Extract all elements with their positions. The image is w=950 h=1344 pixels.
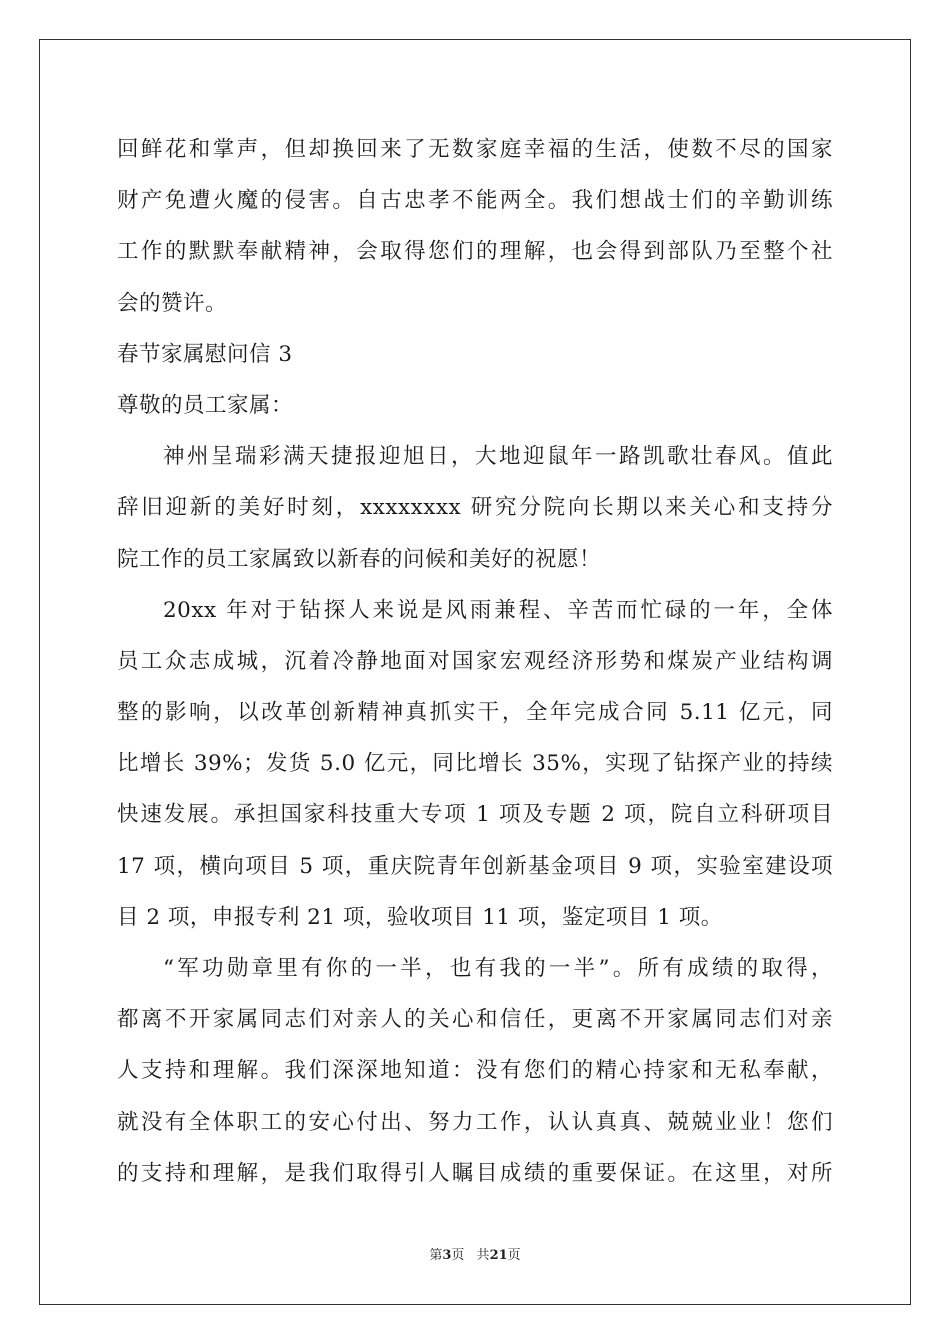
text-line: 的支持和理解，是我们取得引人瞩目成绩的重要保证。在这里，对所 [117,1160,833,1186]
page-number: 第3页 [429,1248,465,1263]
text-line: 人支持和理解。我们深深地知道：没有您们的精心持家和无私奉献， [117,1058,833,1084]
page-total: 共21页 [476,1248,521,1263]
text-line: 17 项，横向项目 5 项，重庆院青年创新基金项目 9 项，实验室建设项 [117,853,833,879]
text-line: 比增长 39%；发货 5.0 亿元，同比增长 35%，实现了钻探产业的持续 [117,751,833,777]
text-line: 工作的默默奉献精神，会取得您们的理解，也会得到部队乃至整个社 [117,239,833,265]
document-body [117,124,833,1199]
text-line: 尊敬的员工家属： [117,392,294,418]
text-line: 快速发展。承担国家科技重大专项 1 项及专题 2 项，院自立科研项目 [117,802,833,828]
text-line: 都离不开家属同志们对亲人的关心和信任，更离不开家属同志们对亲 [117,1007,833,1033]
text-line: 神州呈瑞彩满天捷报迎旭日，大地迎鼠年一路凯歌壮春风。值此 [163,444,833,470]
text-line: “军功勋章里有你的一半，也有我的一半”。所有成绩的取得， [163,956,833,981]
text-line: 就没有全体职工的安心付出、努力工作，认认真真、兢兢业业！您们 [117,1109,833,1135]
text-line: 整的影响，以改革创新精神真抓实干，全年完成合同 5.11 亿元，同 [117,700,833,726]
page-footer [0,1244,950,1263]
text-line: 院工作的员工家属致以新春的问候和美好的祝愿！ [117,546,602,572]
text-line: 员工众志成城，沉着冷静地面对国家宏观经济形势和煤炭产业结构调 [117,648,833,674]
text-line: 20xx 年对于钻探人来说是风雨兼程、辛苦而忙碌的一年，全体 [163,597,833,623]
text-line: 回鲜花和掌声，但却换回来了无数家庭幸福的生活，使数不尽的国家 [117,137,833,162]
text-line: 财产免遭火魔的侵害。自古忠孝不能两全。我们想战士们的辛勤训练 [117,188,833,214]
text-line: 春节家属慰问信 3 [117,341,293,367]
text-line: 会的赞许。 [117,290,228,316]
text-line: 目 2 项，申报专利 21 项，验收项目 11 项，鉴定项目 1 项。 [117,904,723,930]
text-line: 辞旧迎新的美好时刻，xxxxxxxx 研究分院向长期以来关心和支持分 [117,495,833,521]
